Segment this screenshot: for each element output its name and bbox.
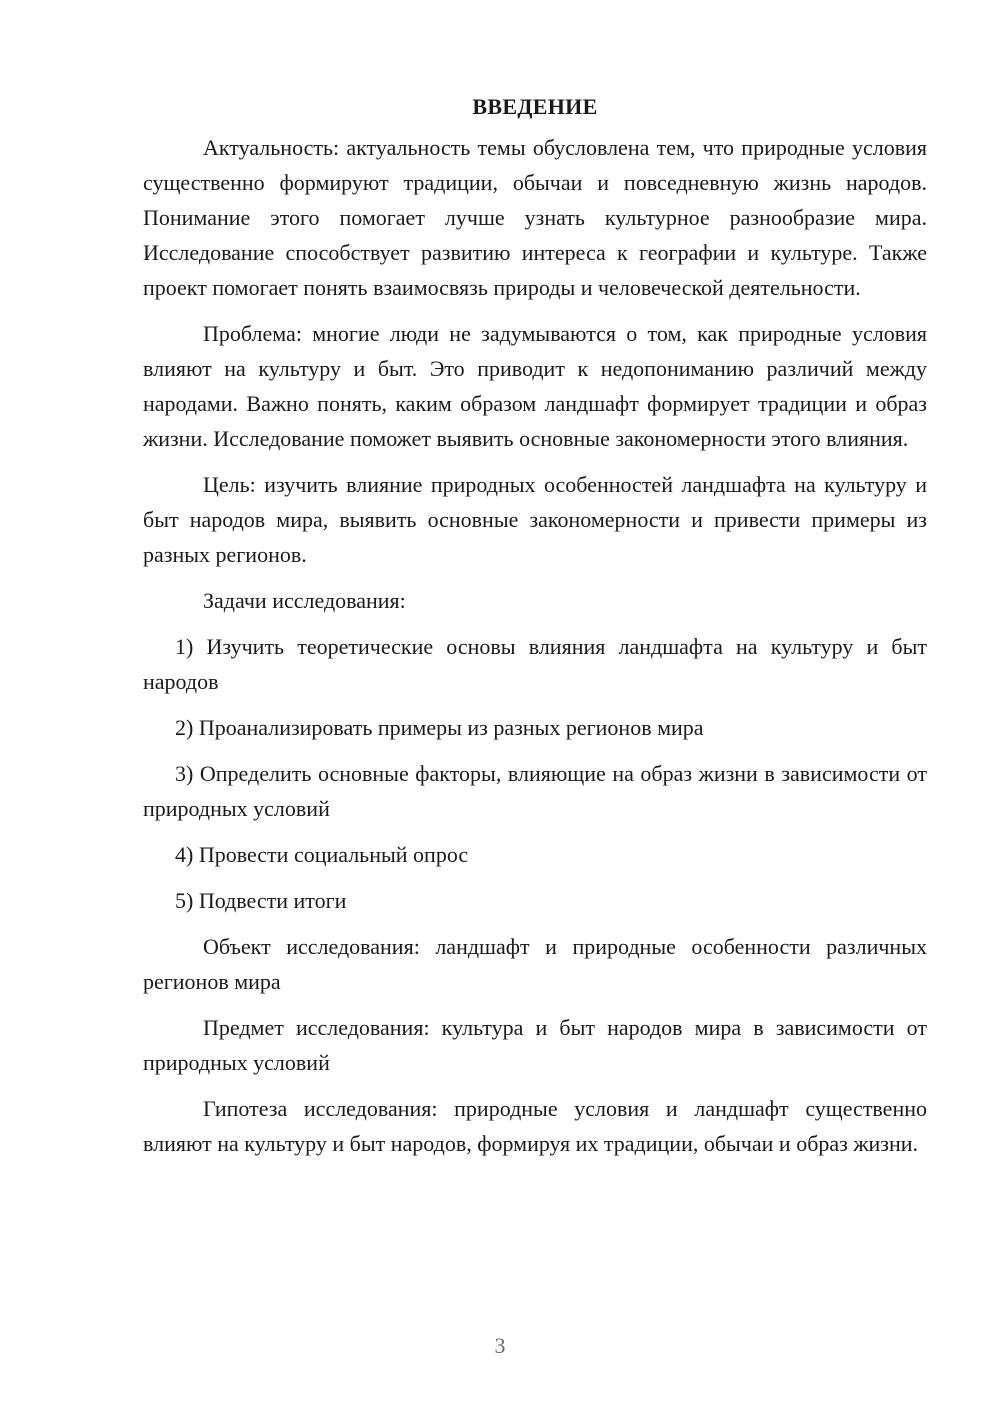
task-item-1: 1) Изучить теоретические основы влияния ландшафта на культуру и быт народов <box>143 634 927 694</box>
task-item-2: 2) Проанализировать примеры из разных регионов мира <box>175 715 704 740</box>
document-page <box>143 92 927 1172</box>
problem-paragraph: Проблема: многие люди не задумываются о том, как природные условия влияют на культуру и быт. Это приводит к недопониманию различий между народами. Важно понять, каким образом ландшафт формирует традиции и образ жизни. Исследование поможет выявить основные закономерности этого влияния. <box>143 321 927 451</box>
task-item-4: 4) Провести социальный опрос <box>175 842 469 867</box>
goal-paragraph: Цель: изучить влияние природных особенностей ландшафта на культуру и быт народов мира, выявить основные закономерности и привести примеры из разных регионов. <box>143 472 927 567</box>
tasks-label: Задачи исследования: <box>203 588 406 613</box>
hypothesis-paragraph: Гипотеза исследования: природные условия и ландшафт существенно влияют на культуру и быт народов, формируя их традиции, обычаи и образ жизни. <box>143 1096 927 1156</box>
object-paragraph: Объект исследования: ландшафт и природные особенности различных регионов мира <box>143 934 927 994</box>
section-title: ВВЕДЕНИЕ <box>472 94 598 119</box>
task-item-5: 5) Подвести итоги <box>175 888 347 913</box>
relevance-paragraph: Актуальность: актуальность темы обусловлена тем, что природные условия существенно формируют традиции, обычаи и повседневную жизнь народов. Понимание этого помогает лучше узнать культурное разнообразие мира. Исследование способствует развитию интереса к географии и культуре. Также проект помогает понять взаимосвязь природы и человеческой деятельности. <box>143 135 927 300</box>
page-number: 3 <box>494 1333 506 1358</box>
task-item-3: 3) Определить основные факторы, влияющие на образ жизни в зависимости от природных условий <box>143 761 927 821</box>
subject-paragraph: Предмет исследования: культура и быт народов мира в зависимости от природных условий <box>143 1015 927 1075</box>
